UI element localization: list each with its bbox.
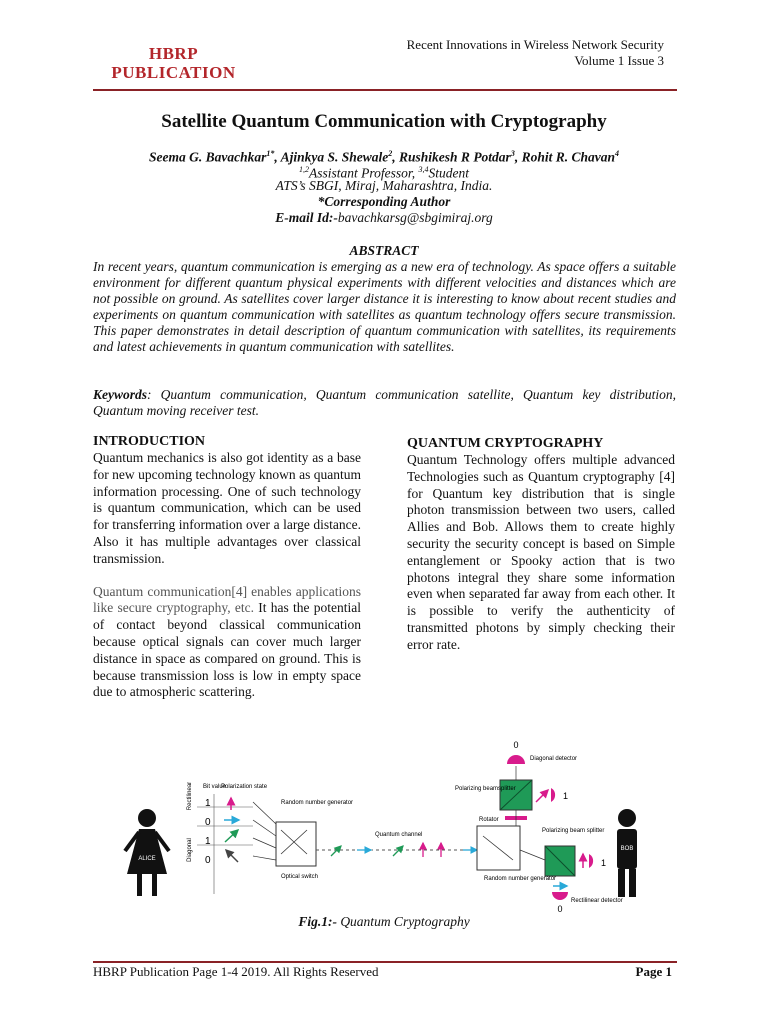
email-address[interactable]: bavachkarsg@sbgimiraj.org bbox=[337, 210, 493, 225]
introduction-paragraph-2 bbox=[93, 584, 361, 702]
journal-name: Recent Innovations in Wireless Network Security bbox=[406, 37, 664, 52]
introduction-paragraph-2-rest: It has the potential of contact beyond classical communication because optical signals can cover much larger distance in space as compared on ground. This is because transmission loss is low in empty space due to atmospheric scattering. bbox=[93, 600, 361, 700]
output-1-right: 1 bbox=[601, 858, 607, 868]
rng-right-label: Random number generator bbox=[484, 876, 557, 882]
bit-value-2: 0 bbox=[205, 817, 211, 828]
figure-caption bbox=[0, 914, 768, 930]
rectilinear-label-left: Rectilinear bbox=[187, 781, 193, 811]
affiliation-role-2: Student bbox=[428, 165, 469, 181]
author-4: Rohit R. Chavan bbox=[521, 149, 615, 165]
optical-switch-label: Optical switch bbox=[281, 874, 319, 880]
paper-title: Satellite Quantum Communication with Cryptography bbox=[161, 111, 607, 132]
pol-antidiagonal-arrow bbox=[226, 850, 238, 862]
pol-bs-top-label: Polarizing beamsplitter bbox=[455, 786, 516, 792]
diagonal-detector-label: Diagonal detector bbox=[530, 756, 578, 762]
affiliation-sup-2: 3,4 bbox=[418, 165, 429, 174]
publisher-logo-line1: HBRP bbox=[148, 44, 199, 63]
output-0-bottom: 0 bbox=[557, 904, 563, 912]
bob-label: BOB bbox=[620, 846, 634, 852]
email-label: E-mail Id:- bbox=[275, 210, 338, 225]
figure-caption-label: Fig.1:- bbox=[298, 914, 337, 929]
alice-figure bbox=[125, 809, 169, 896]
publisher-logo bbox=[106, 44, 241, 82]
journal-volume: Volume 1 Issue 3 bbox=[574, 53, 664, 68]
introduction-heading: INTRODUCTION bbox=[93, 434, 206, 449]
publisher-logo-line2: PUBLICATION bbox=[111, 63, 236, 82]
keywords bbox=[93, 387, 676, 419]
footer-copyright: HBRP Publication Page 1-4 2019. All Rights Reserved bbox=[93, 964, 379, 979]
bit-value-3: 1 bbox=[205, 836, 211, 847]
affiliation-role-1: Assistant Professor, bbox=[309, 165, 419, 181]
affiliation-sup-1: 1,2 bbox=[299, 165, 310, 174]
alice-label: ALICE bbox=[138, 856, 156, 862]
rectilinear-detector-label: Rectilinear detector bbox=[571, 898, 623, 904]
figure-caption-text: Quantum Cryptography bbox=[336, 914, 470, 929]
institution: ATS’s SBGI, Miraj, Maharashtra, India. bbox=[275, 178, 493, 193]
rotator-label: Rotator bbox=[479, 817, 499, 823]
output-0-top: 0 bbox=[513, 740, 519, 750]
quantum-cryptography-figure bbox=[93, 736, 676, 912]
footer-rule bbox=[93, 961, 677, 963]
keywords-text: : Quantum communication, Quantum communication satellite, Quantum key distribution, Quantum moving receiver test. bbox=[93, 387, 676, 418]
bob-figure bbox=[617, 809, 637, 897]
rng-left-label: Random number generator bbox=[281, 800, 354, 806]
introduction-section bbox=[93, 434, 361, 701]
quantum-cryptography-heading: QUANTUM CRYPTOGRAPHY bbox=[407, 436, 604, 451]
journal-header bbox=[407, 37, 664, 69]
quantum-cryptography-section bbox=[407, 436, 675, 654]
email-line bbox=[0, 210, 768, 226]
corresponding-author: *Corresponding Author bbox=[317, 194, 451, 209]
keywords-label: Keywords bbox=[93, 387, 147, 402]
rectilinear-detector bbox=[552, 892, 568, 900]
author-1: Seema G. Bavachkar bbox=[149, 149, 267, 165]
author-2-sup: 2 bbox=[388, 149, 393, 158]
pol-diagonal-arrow bbox=[225, 830, 238, 842]
abstract-heading: ABSTRACT bbox=[349, 243, 419, 258]
output-1-top: 1 bbox=[563, 791, 569, 801]
author-2: Ajinkya S. Shewale bbox=[280, 149, 389, 165]
diagonal-detector-side bbox=[551, 788, 555, 802]
quantum-cryptography-paragraph: Quantum Technology offers multiple advanced Technologies such as Quantum cryptography [4] for Quantum key distribution that is single photon transmission between two users, called Allies and Bob. Allows them to create highly security the security concept is based on Simple entanglement or Spooky action that is two photons integral they share some information even when separated far away from each other. It is possible to verify the authenticity of transmitted photons by simply checking their error rate. bbox=[407, 452, 675, 652]
abstract-text: In recent years, quantum communication is emerging as a new era of technology. As space offers a suitable environment for different quantum physical experiments with different velocities and distances which are not possible on ground. As satellites cover larger distance it is interesting to know about recent studies and experiments on quantum communication with satellites as quantum technology offers secure transmission. This paper demonstrates in detail description of quantum communication with satellites, its requirements and latest achievements in quantum communication with satellites. bbox=[93, 259, 676, 354]
author-3-sup: 3 bbox=[510, 149, 515, 158]
diagonal-detector bbox=[507, 755, 525, 764]
pol-bs-right-label: Polarizing beam splitter bbox=[542, 828, 605, 834]
author-1-sup: 1* bbox=[266, 149, 275, 158]
rectilinear-detector-side bbox=[589, 854, 593, 868]
author-list: Seema G. Bavachkar$^{1*}$, Ajinkya S. Shewale$^2$, Rushikesh R Potdar$^3$, Rohit R. Chavan$^4$ bbox=[149, 149, 619, 165]
quantum-channel-label: Quantum channel bbox=[375, 832, 423, 838]
diagonal-label-left: Diagonal bbox=[187, 838, 193, 862]
polarization-state-header: Polarization state bbox=[221, 784, 268, 790]
bit-value-header: Bit value bbox=[203, 784, 227, 790]
introduction-paragraph-1: Quantum mechanics is also got identity as a base for new upcoming technology known as quantum information processing. One of such technology is quantum communication, which can be used for transferring information over a large distance. Also it has multiple advantages over classical transmission. bbox=[93, 450, 361, 566]
bit-value-1: 1 bbox=[205, 798, 211, 809]
introduction-paragraph-2-lead: Quantum communication[4] enables applications like secure cryptography, etc. bbox=[93, 583, 361, 616]
author-3: Rushikesh R Potdar bbox=[399, 149, 511, 165]
header-rule bbox=[93, 89, 677, 91]
bit-value-4: 0 bbox=[205, 855, 211, 866]
page-number: Page 1 bbox=[635, 964, 672, 979]
author-4-sup: 4 bbox=[614, 149, 619, 158]
